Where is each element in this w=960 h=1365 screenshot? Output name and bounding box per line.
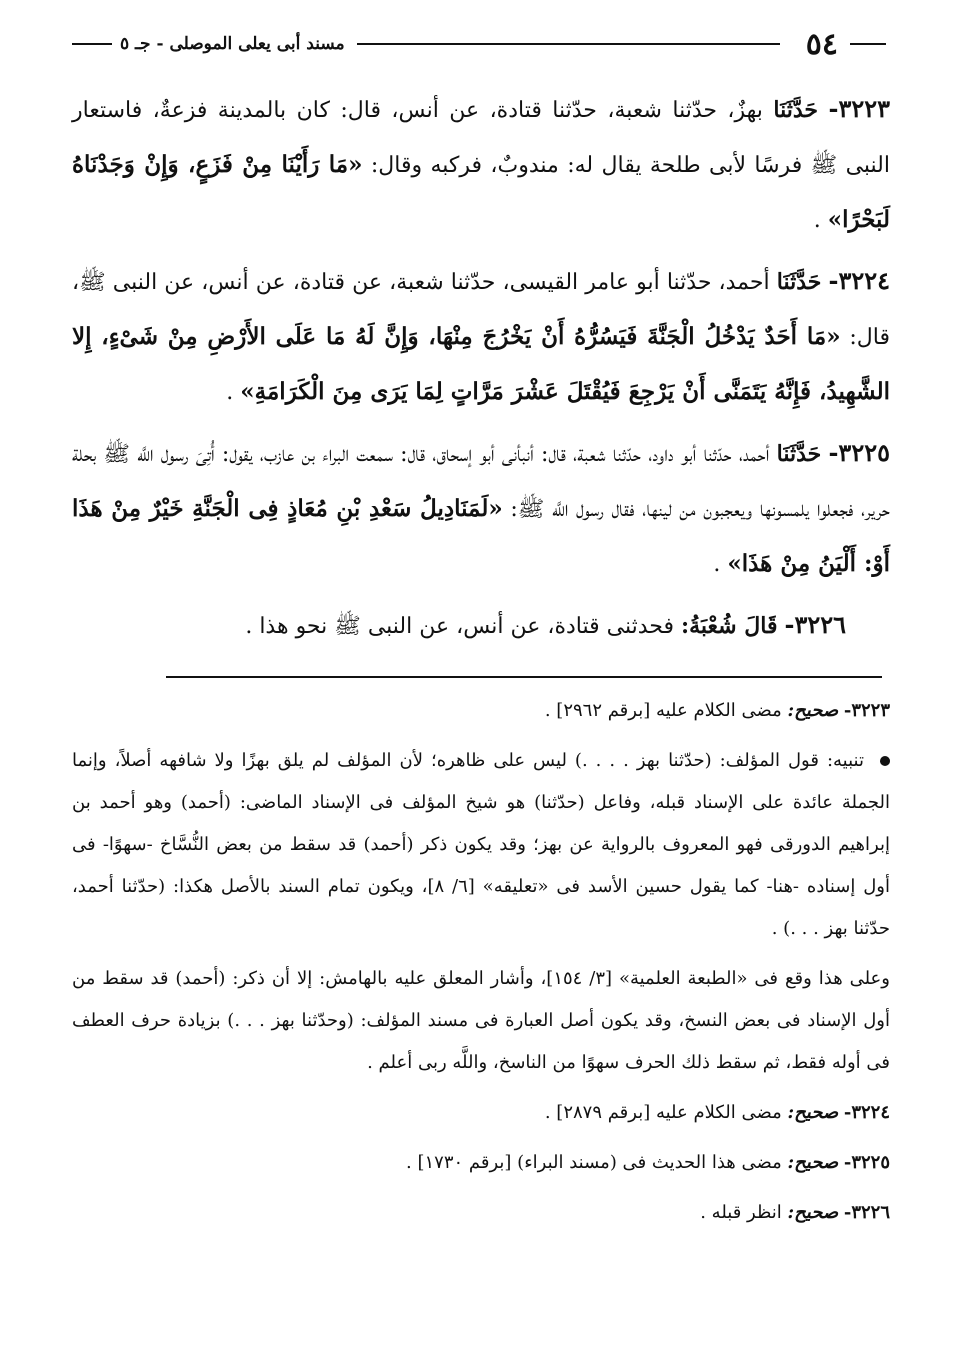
note-grade: صحيح: bbox=[787, 700, 839, 721]
footnotes-block bbox=[72, 690, 890, 1234]
header-rule bbox=[357, 43, 780, 45]
hadith-isnad: أحمد، حدّثنا أبو عامر القيسى، حدّثنا شعبة، عن قتادة، عن أنس، عن النبى ﷺ، قال: bbox=[72, 270, 891, 350]
note-text: مضى الكلام عليه [برقم ٢٨٧٩] . bbox=[544, 1102, 782, 1123]
tanbih-text: قول المؤلف: (حدّثنا بهز . . . .) ليس على ظاهره؛ لأن المؤلف لم يلق بهزًا ولا شافهه أصلاً، وإنما الجملة عائدة على الإسناد قبله، وفاعل (حدّثنا) هو شيخ المؤلف فى الإسناد الماضى: (أحمد) وهو أحمد بن إبراهيم الدورقى فهو المعروف بالرواية عن بهز؛ وقد يكون ذكر (أحمد) قد سقط من بعض النُّسَّاخ -سهوًا- فى أول إسناده -هنا- كما يقول حسين الأسد فى «تعليقه» [٦/ ٨]، ويكون تمام السند بالأصل هكذا: (حدّثنا أحمد، حدّثنا بهز . . .) . bbox=[72, 750, 890, 939]
book-title: مسند أبى يعلى الموصلى - جـ ٥ bbox=[120, 34, 345, 54]
hadith-opening: حَدَّثَنَا bbox=[776, 269, 822, 295]
hadith-opening: قَالَ شُعْبَةُ: bbox=[681, 613, 778, 639]
note-tanbih bbox=[72, 740, 890, 950]
header-dash-end bbox=[72, 43, 112, 45]
hadith-3226 bbox=[72, 598, 890, 654]
hadith-matn: «مَا أَحَدٌ يَدْخُلُ الْجَنَّةَ فَيَسُرُّهُ أَنْ يَخْرُجَ مِنْهَا، وَإِنَّ لَهُ مَا عَلَى الأَرْضِ مِنْ شَىْءٍ، إِلا الشَّهِيدُ، فَإِنَّهُ يَتَمَنَّى أَنْ يَرْجِعَ فَيُقْتَلَ عَشْرَ مَرَّاتٍ لِمَا يَرَى مِنَ الْكَرَامَةِ» bbox=[72, 323, 890, 405]
note-number: ٣٢٢٦- bbox=[843, 1202, 890, 1223]
note-3226 bbox=[72, 1192, 890, 1234]
footnote-separator bbox=[166, 676, 882, 678]
hadith-isnad: أحمد، حدّثنا أبو داود، حدّثنا شعبة، قال: أنبأنى أبو إسحاق، قال: سمعت البراء بن عازب، يقول: أُتِىَ رسول اللَّه ﷺ بحلة حرير، فجعلوا يلمسونها ويعجبون من لينها، فقال رسول اللَّه ﷺ: bbox=[72, 442, 891, 522]
hadith-end: . bbox=[813, 208, 821, 233]
note-grade: صحيح: bbox=[787, 1202, 839, 1223]
note-3223 bbox=[72, 690, 890, 732]
note-text: انظر قبله . bbox=[700, 1202, 782, 1223]
hadith-end: . bbox=[226, 380, 234, 405]
hadith-text-block bbox=[72, 82, 890, 660]
hadith-matn: «مَا رَأَيْنَا مِنْ فَزَعٍ، وَإِنْ وَجَدْنَاهُ لَبَحْرًا» bbox=[72, 151, 890, 233]
hadith-number: ٣٢٢٦- bbox=[784, 610, 846, 639]
bullet-icon bbox=[880, 756, 890, 766]
hadith-number: ٣٢٢٣- bbox=[828, 94, 890, 123]
note-3224 bbox=[72, 1092, 890, 1134]
hadith-opening: حَدَّثَنَا bbox=[776, 441, 822, 467]
note-text: مضى الكلام عليه [برقم ٢٩٦٢] . bbox=[544, 700, 782, 721]
hadith-end: . bbox=[713, 552, 721, 577]
tanbih-label: تنبيه: bbox=[826, 750, 864, 771]
hadith-opening: حَدَّثَنَا bbox=[773, 97, 819, 123]
note-number: ٣٢٢٤- bbox=[843, 1102, 890, 1123]
note-number: ٣٢٢٥- bbox=[843, 1152, 890, 1173]
hadith-isnad: فحدثنى قتادة، عن أنس، عن النبى ﷺ نحو هذا . bbox=[245, 614, 674, 639]
note-grade: صحيح: bbox=[787, 1102, 839, 1123]
hadith-number: ٣٢٢٤- bbox=[828, 266, 890, 295]
hadith-number: ٣٢٢٥- bbox=[828, 438, 890, 467]
page-number: ٥٤ bbox=[805, 26, 838, 62]
header-dash bbox=[850, 43, 886, 45]
note-grade: صحيح: bbox=[787, 1152, 839, 1173]
note-number: ٣٢٢٣- bbox=[843, 700, 890, 721]
note-tanbih-continued: وعلى هذا وقع فى «الطبعة العلمية» [٣/ ١٥٤]، وأشار المعلق عليه بالهامش: إلا أن ذكر: (أحمد) قد سقط من أول الإسناد فى بعض النسخ، وقد يكون أصل العبارة فى مسند المؤلف: (وحدّثنا بهز . . .) بزيادة حرف العطف فى أوله فقط، ثم سقط ذلك الحرف سهوًا من الناسخ، واللَّه ربى أعلم . bbox=[72, 968, 890, 1073]
hadith-3223 bbox=[72, 82, 890, 248]
note-text: مضى هذا الحديث فى (مسند البراء) [برقم ١٧٣٠] . bbox=[406, 1152, 782, 1173]
hadith-isnad: بهزٌ، حدّثنا شعبة، حدّثنا قتادة، عن أنس، قال: كان بالمدينة فزعةٌ، فاستعار النبى ﷺ فرسًا لأبى طلحة يقال له: مندوبٌ، فركبه وقال: bbox=[72, 98, 890, 178]
hadith-3224 bbox=[72, 254, 890, 420]
hadith-matn: «لَمَنَادِيلُ سَعْدِ بْنِ مُعَاذٍ فِى الْجَنَّةِ خَيْرٌ مِنْ هَذَا أَوْ: أَلْيَنُ مِنْ هَذَا» bbox=[72, 495, 890, 577]
note-3225 bbox=[72, 1142, 890, 1184]
hadith-3225 bbox=[72, 426, 890, 592]
page-header bbox=[72, 28, 886, 60]
